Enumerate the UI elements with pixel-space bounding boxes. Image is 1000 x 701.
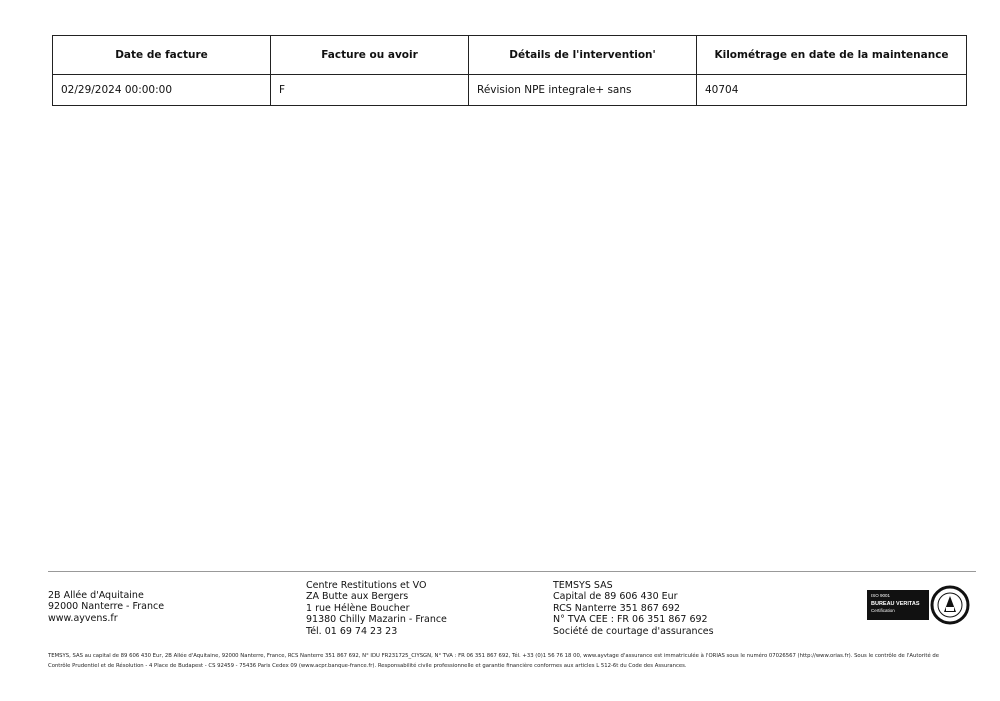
header-mileage: Kilométrage en date de la maintenance xyxy=(697,36,967,75)
legal-notice xyxy=(48,651,983,671)
bureau-veritas-seal-icon xyxy=(930,584,970,626)
info-line: N° TVA CEE : FR 06 351 867 692 xyxy=(553,614,708,626)
cell-details: Révision NPE integrale+ sans xyxy=(469,75,697,106)
info-line: Capital de 89 606 430 Eur xyxy=(553,591,678,603)
certifier-name: BUREAU VERITAS xyxy=(871,601,920,607)
website-link[interactable]: www.ayvens.fr xyxy=(48,612,118,624)
cell-mileage: 40704 xyxy=(697,75,967,106)
info-line: Société de courtage d'assurances xyxy=(553,625,714,637)
info-line: TEMSYS SAS xyxy=(553,580,613,591)
table-header-row xyxy=(53,36,967,75)
footer-divider xyxy=(48,571,976,572)
legal-entity-info xyxy=(553,580,714,637)
address-line: Centre Restitutions et VO xyxy=(306,580,427,591)
header-details: Détails de l'intervention' xyxy=(469,36,697,75)
cell-date: 02/29/2024 00:00:00 xyxy=(53,75,271,106)
header-type: Facture ou avoir xyxy=(271,36,469,75)
iso-certification-badge xyxy=(867,590,929,620)
restitution-center-address xyxy=(306,580,447,637)
address-line: ZA Butte aux Bergers xyxy=(306,591,409,603)
address-line: 92000 Nanterre - France xyxy=(48,601,165,613)
address-line: 91380 Chilly Mazarin - France xyxy=(306,614,447,626)
header-date: Date de facture xyxy=(53,36,271,75)
invoice-table xyxy=(52,35,967,106)
address-line: 1 rue Hélène Boucher xyxy=(306,602,410,614)
table-row xyxy=(53,75,967,106)
iso-label: ISO 9001 xyxy=(871,593,891,598)
company-address xyxy=(48,590,164,624)
certification-label: Certification xyxy=(871,608,895,613)
cell-type: F xyxy=(271,75,469,106)
legal-line: Contrôle Prudentiel et de Résolution - 4 Place de Budapest - CS 92459 - 75436 Paris Cedex 09 (www.acpr.banque-france.fr). Responsabilité civile professionnelle et garantie financière conformes aux articles L 512-6t du Code des Assurances. xyxy=(48,663,687,669)
info-line: RCS Nanterre 351 867 692 xyxy=(553,602,681,614)
legal-line: TEMSYS, SAS au capital de 89 606 430 Eur, 2B Allée d'Aquitaine, 92000 Nanterre, France, RCS Nanterre 351 867 692, N° IDU FR231725_CIYSGN, N° TVA : FR 06 351 867 692, Tél. +33 (0)1 56 76 18 00, www.ayvtage d'assurance est immatriculée à l'ORIAS sous le numéro 07026567 (http://www.orias.fr). Sous le contrôle de l'Autorité de xyxy=(48,653,940,659)
address-line: 2B Allée d'Aquitaine xyxy=(48,590,144,601)
phone-line: Tél. 01 69 74 23 23 xyxy=(306,625,398,637)
